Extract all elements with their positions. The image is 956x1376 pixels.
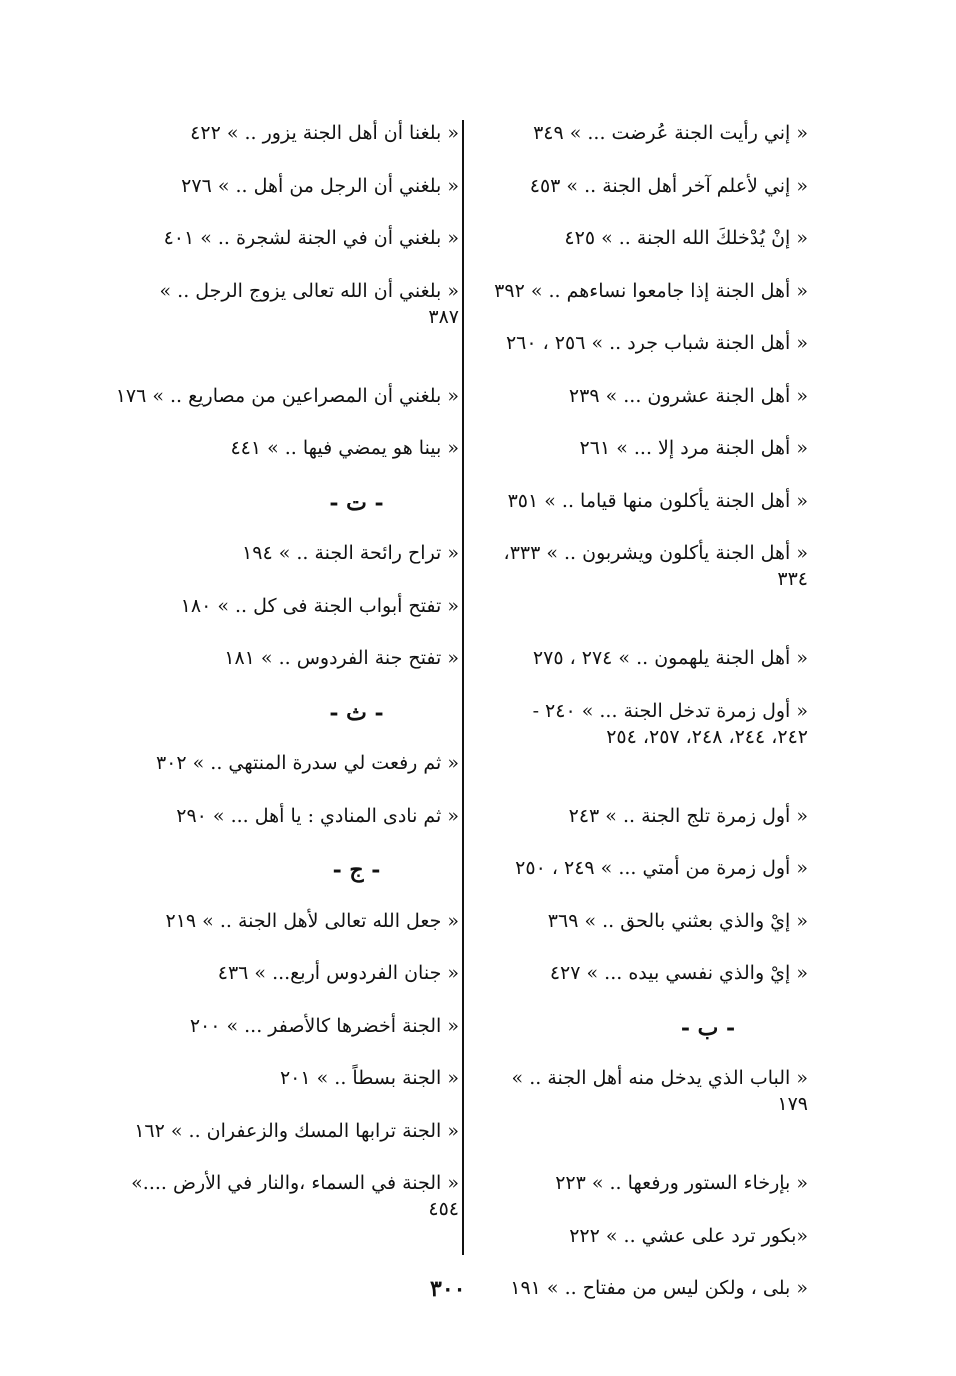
- index-entry: « جنان الفردوس أربع... » ٤٣٦: [217, 962, 459, 984]
- index-entry: « أهل الجنة شباب جرد .. » ٢٥٦ ، ٢٦٠: [505, 332, 808, 354]
- index-entry: « ثم نادى المنادي : يا أهل ... » ٢٩٠: [176, 804, 459, 827]
- index-entry: « أهل الجنة يلهمون .. » ٢٧٤ ، ٢٧٥: [532, 647, 808, 669]
- page-number: ٣٠٠: [430, 1276, 466, 1302]
- index-entry: « بلى ، ولكن ليس من مفتاح .. » ١٩١: [510, 1277, 808, 1299]
- index-entry: « إني رأيت الجنة عُرضت ... » ٣٤٩: [533, 122, 808, 144]
- index-entry-line: « الجنة في السماء ،والنار في الأرض ....»: [131, 1172, 459, 1194]
- index-entry-line: « أول زمرة تدخل الجنة ... » ٢٤٠ -: [532, 699, 808, 722]
- index-entry: « إيْ والذي بعثني بالحق .. » ٣٦٩: [547, 909, 808, 932]
- index-entry: « الجنة بسطاً .. » ٢٠١: [279, 1067, 459, 1089]
- index-entry: « إيْ والذي نفسي بيده ... » ٤٢٧: [549, 962, 808, 984]
- index-entry-wrapped: [478, 698, 808, 803]
- index-entry: « إني لأعلم آخر أهل الجنة .. » ٤٥٣: [529, 174, 808, 197]
- index-entry: « ثم رفعت لي سدرة المنتهي .. » ٣٠٢: [155, 752, 459, 774]
- column-divider: [462, 120, 464, 1255]
- index-entry-wrapped: [124, 278, 459, 383]
- index-entry: « بلغني أن المصراعين من مصاريع .. » ١٧٦: [115, 384, 459, 407]
- index-entry: « جعل الله تعالى لأهل الجنة .. » ٢١٩: [165, 909, 459, 932]
- index-entry-wrapped: [478, 540, 808, 645]
- index-entry-wrapped: [124, 1170, 459, 1275]
- index-entry: « إنْ يُدْخلكَ الله الجنة .. » ٤٢٥: [564, 227, 808, 249]
- index-entry: «بكور ترد على عشي .. » ٢٢٢: [569, 1224, 808, 1247]
- index-entry-continuation: ٣٨٧: [428, 305, 459, 328]
- index-entry: « الجنة أخضرها كالأصفر ... » ٢٠٠: [189, 1014, 459, 1037]
- index-entry: « تفتح جنة الفردوس .. » ١٨١: [224, 647, 459, 669]
- index-column-right: [478, 120, 808, 1328]
- index-entry: « الجنة ترابها المسك والزعفران .. » ١٦٢: [134, 1119, 459, 1142]
- index-entry: « بلغني أن الرجل من أهل .. » ٢٧٦: [181, 174, 459, 197]
- index-entry: « بينا هو يمضي فيها .. » ٤٤١: [230, 437, 459, 459]
- section-heading-tha: - ث -: [329, 699, 384, 726]
- index-entry-continuation: ٢٤٢، ٢٤٤، ٢٤٨، ٢٥٧، ٢٥٤: [606, 725, 808, 748]
- section-heading-ta: - ت -: [329, 489, 384, 516]
- index-entry: « بإرخاء الستور ورفعها .. » ٢٢٣: [555, 1172, 808, 1194]
- section-heading-ba: - ب -: [680, 1014, 736, 1041]
- index-entry-continuation: ٣٣٤: [777, 568, 808, 590]
- index-entry-continuation: ١٧٩: [777, 1093, 808, 1115]
- index-entry: « أهل الجنة عشرون ... » ٢٣٩: [568, 384, 808, 407]
- index-entry: « أول زمرة من أمتي ... » ٢٤٩ ، ٢٥٠: [515, 857, 808, 879]
- index-entry-line: « أهل الجنة يأكلون ويشربون .. » ٣٣٣،: [503, 542, 808, 564]
- index-entry: « أهل الجنة إذا جامعوا نساءهم .. » ٣٩٢: [494, 279, 808, 302]
- index-entry-continuation: ٤٥٤: [428, 1198, 459, 1220]
- index-entry: « بلغني أن في الجنة لشجرة .. » ٤٠١: [163, 227, 459, 249]
- index-entry: « بلغنا أن أهل الجنة يزور .. » ٤٢٢: [190, 122, 459, 144]
- index-column-left: [115, 120, 459, 1275]
- index-entry-line: « الباب الذي يدخل منه أهل الجنة .. »: [511, 1067, 808, 1089]
- section-heading-jim: - ج -: [332, 857, 381, 883]
- index-entry: « أهل الجنة مرد إلا ... » ٢٦١: [579, 437, 808, 459]
- index-entry-wrapped: [478, 1065, 808, 1170]
- index-entry: « أول زمرة تلج الجنة .. » ٢٤٣: [568, 804, 808, 827]
- index-entry: « أهل الجنة يأكلون منها قياما .. » ٣٥١: [507, 489, 808, 512]
- index-entry: « تفتح أبواب الجنة فى كل .. » ١٨٠: [180, 594, 459, 617]
- index-entry-line: « بلغني أن الله تعالى يزوج الرجل .. »: [159, 279, 459, 302]
- index-entry: « تراح رائحة الجنة .. » ١٩٤: [242, 542, 459, 564]
